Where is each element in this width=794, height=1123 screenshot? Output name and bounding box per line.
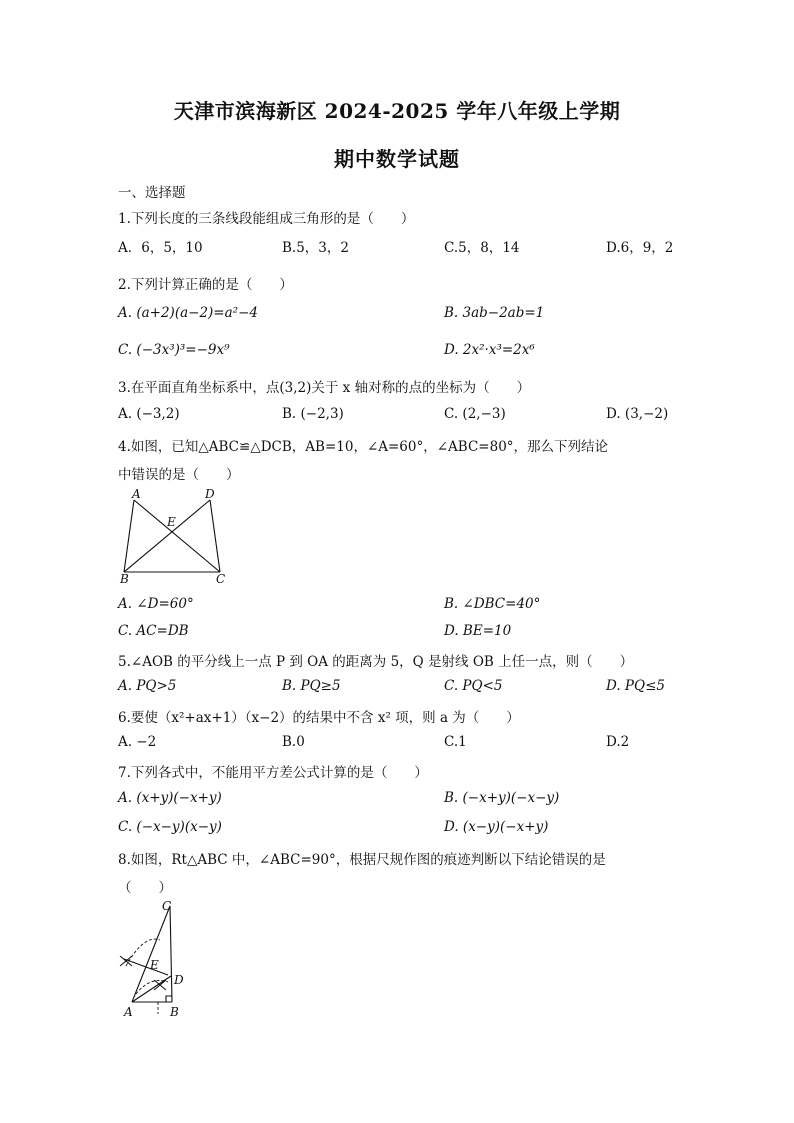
figure-label-c: C [216, 572, 226, 586]
figure-label-d: D [205, 487, 215, 501]
question-1-option-a: A．6，5，10 [118, 240, 203, 256]
question-5-option-d: D. PQ≤5 [606, 678, 665, 694]
question-6-option-a: A. −2 [118, 734, 157, 750]
question-4-option-a: A. ∠D=60° [118, 596, 194, 612]
question-4-option-b: B. ∠DBC=40° [444, 596, 541, 612]
question-7-option-d: D. (x−y)(−x+y) [444, 819, 549, 835]
question-8-stem-line2: （ ） [118, 880, 172, 896]
figure-label-d: D [174, 973, 184, 987]
question-8-stem-line1: 8.如图，Rt△ABC 中，∠ABC=90°，根据尺规作图的痕迹判断以下结论错误的是 [118, 852, 606, 868]
segment-ab [124, 500, 134, 572]
figure-label-b: B [170, 1005, 179, 1019]
section-heading: 一、选择题 [118, 185, 186, 201]
figure-label-c: C [162, 899, 172, 913]
question-2-option-c: C. (−3x³)³=−9x⁹ [118, 342, 230, 358]
right-angle-mark [166, 996, 172, 1002]
question-1-option-d: D.6，9，2 [606, 240, 674, 256]
segment-ac [134, 500, 220, 572]
question-3-option-c: C. (2,−3) [444, 406, 506, 422]
question-6-option-d: D.2 [606, 734, 630, 750]
bisector-line [124, 959, 168, 975]
exam-title-line2: 期中数学试题 [334, 147, 460, 171]
segment-ca [132, 906, 170, 1002]
question-4-stem-line2: 中错误的是（ ） [118, 467, 240, 483]
figure-label-a: A [132, 487, 141, 501]
question-4-option-c: C. AC=DB [118, 623, 189, 639]
segment-dc [210, 500, 220, 572]
question-7-option-a: A. (x+y)(−x+y) [118, 790, 222, 806]
question-3-option-d: D. (3,−2) [606, 406, 669, 422]
question-4-figure [110, 486, 240, 586]
question-1-stem: 1.下列长度的三条线段能组成三角形的是（ ） [118, 211, 415, 227]
segment-db [124, 500, 210, 572]
figure-label-e: E [167, 515, 176, 529]
question-7-stem: 7.下列各式中，不能用平方差公式计算的是（ ） [118, 765, 428, 781]
question-2-option-a: A. (a+2)(a−2)=a²−4 [118, 305, 258, 321]
question-2-option-d: D. 2x²·x³=2x⁶ [444, 342, 535, 358]
question-8-figure [110, 896, 200, 1021]
question-6-stem: 6.要使（x²+ax+1）（x−2）的结果中不含 x² 项，则 a 为（ ） [118, 710, 520, 726]
segment-cb [170, 906, 172, 1002]
question-3-option-a: A. (−3,2) [118, 406, 180, 422]
question-6-option-b: B.0 [282, 734, 305, 750]
question-7-option-b: B. (−x+y)(−x−y) [444, 790, 560, 806]
question-5-stem: 5.∠AOB 的平分线上一点 P 到 OA 的距离为 5，Q 是射线 OB 上任一点，则（ ） [118, 654, 634, 670]
question-5-option-b: B. PQ≥5 [282, 678, 341, 694]
question-3-option-b: B. (−2,3) [282, 406, 344, 422]
cross-mark-right [154, 980, 166, 990]
exam-title-line1: 天津市滨海新区 2024-2025 学年八年级上学期 [173, 99, 621, 123]
question-2-option-b: B. 3ab−2ab=1 [444, 305, 545, 321]
question-1-option-c: C.5，8，14 [444, 240, 520, 256]
question-2-stem: 2.下列计算正确的是（ ） [118, 277, 293, 293]
question-5-option-a: A. PQ>5 [118, 678, 177, 694]
question-4-option-d: D. BE=10 [444, 623, 512, 639]
figure-label-a: A [124, 1005, 133, 1019]
question-5-option-c: C. PQ<5 [444, 678, 503, 694]
question-3-stem: 3.在平面直角坐标系中，点(3,2)关于 x 轴对称的点的坐标为（ ） [118, 380, 531, 396]
question-6-option-c: C.1 [444, 734, 467, 750]
figure-label-b: B [120, 572, 129, 586]
question-7-option-c: C. (−x−y)(x−y) [118, 819, 222, 835]
question-1-option-b: B.5，3，2 [282, 240, 349, 256]
figure-label-e: E [150, 958, 159, 972]
question-4-stem-line1: 4.如图，已知△ABC≌△DCB，AB=10，∠A=60°，∠ABC=80°，那么下列结论 [118, 439, 609, 455]
